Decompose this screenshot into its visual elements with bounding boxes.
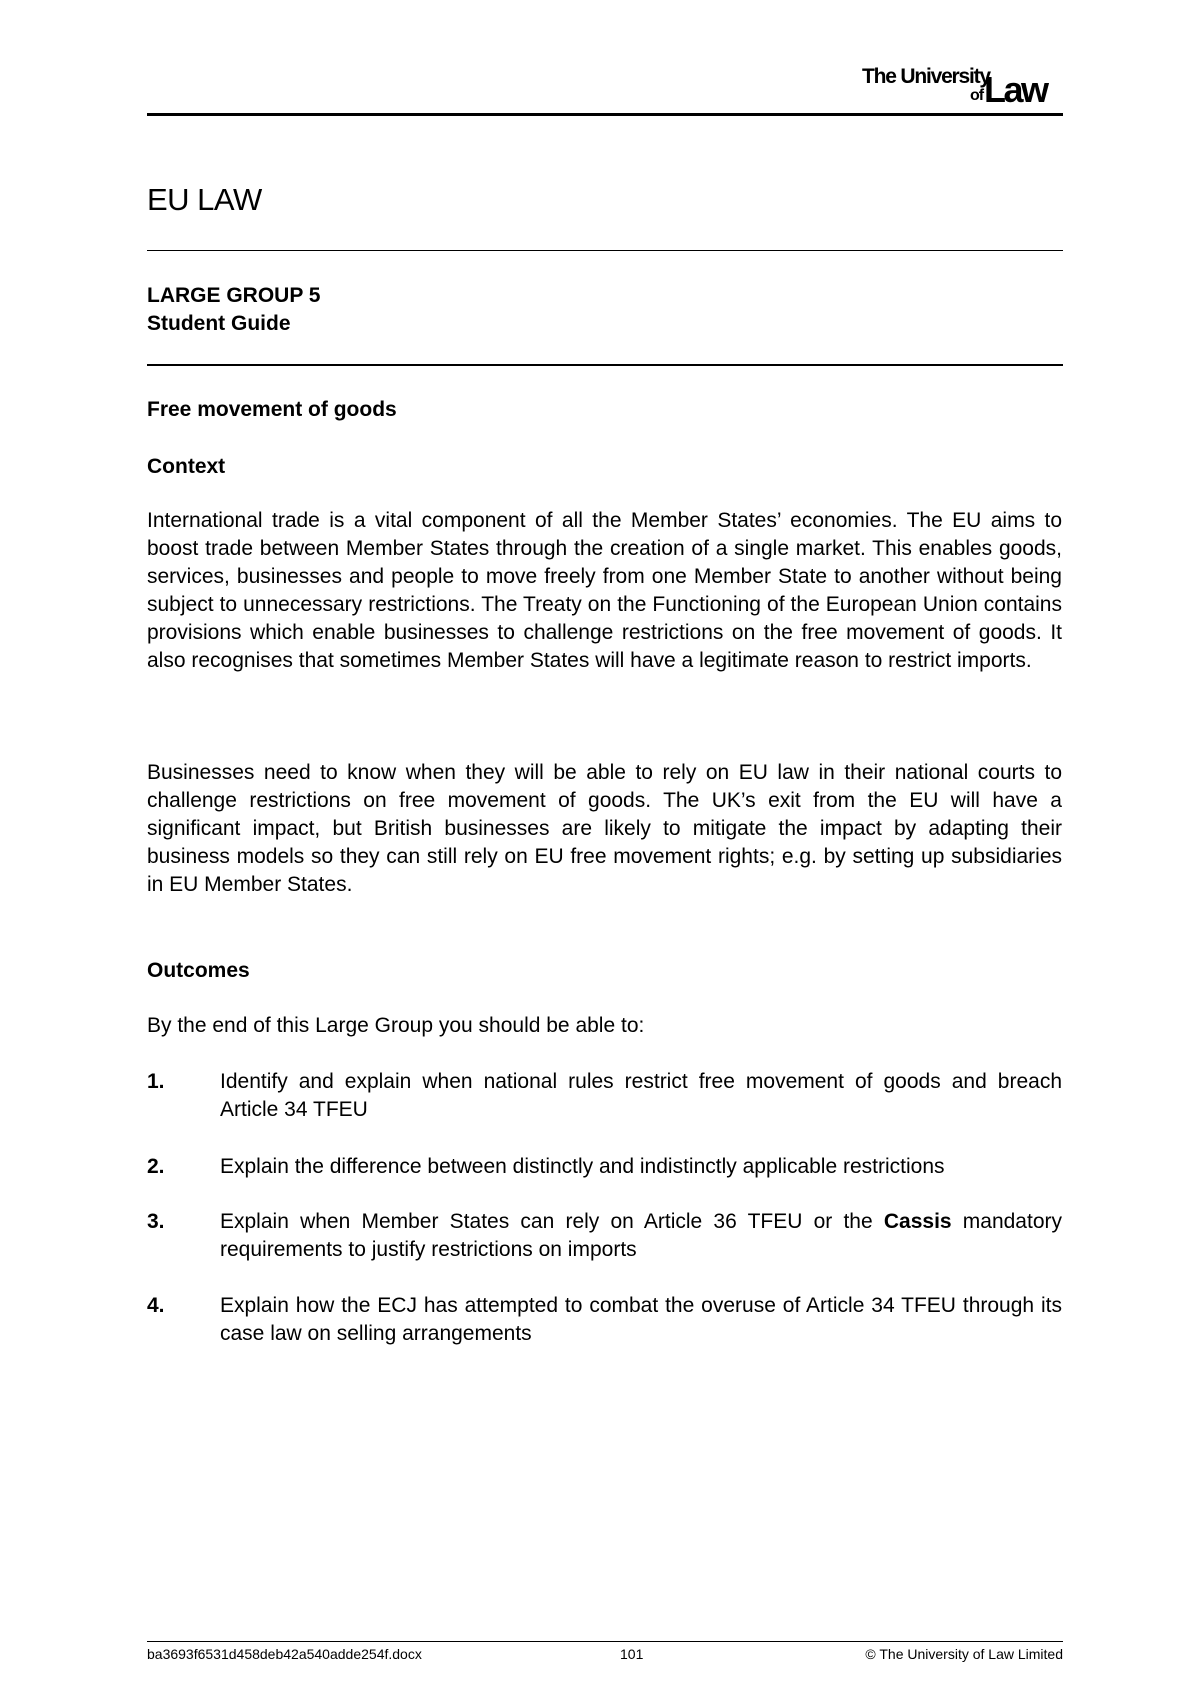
logo-line-1: The University [862,65,990,88]
cassis-emphasis: Cassis [883,1210,952,1233]
context-paragraph-2: Businesses need to know when they will be able to rely on EU law in their national courts to challenge restrictions on free movement of goods. The UK’s exit from the EU will have a significant impact, but British businesses are likely to mitigate the impact by adapting their business models so they can still rely on EU free movement rights; e.g. by setting up subsidiaries in EU Member States. [147,761,1062,896]
outcomes-intro: By the end of this Large Group you should be able to: [147,1014,645,1037]
large-group-heading: LARGE GROUP 5 [147,284,321,307]
outcome-number: 2. [147,1155,165,1178]
subheading-rule [147,364,1063,366]
outcome-text [220,1208,1062,1264]
outcome-number: 4. [147,1294,165,1317]
header-rule [147,113,1063,116]
outcome-number: 3. [147,1210,165,1233]
footer-copyright: © The University of Law Limited [865,1646,1063,1662]
document-title: EU LAW [147,182,262,217]
outcome-text-part: Explain when Member States can rely on Article 36 TFEU or the [220,1210,884,1233]
title-rule [147,250,1063,251]
outcome-text: Explain the difference between distinctly and indistinctly applicable restrictions [220,1155,945,1178]
footer-page-number: 101 [620,1646,644,1662]
footer-filename: ba3693f6531d458deb42a540adde254f.docx [147,1646,422,1662]
university-of-law-logo [862,64,1062,110]
context-paragraph-1: International trade is a vital component of all the Member States’ economies. The EU aims to boost trade between Member States through the creation of a single market. This enables goods, services, businesses and people to move freely from one Member State to another without being subject to unnecessary restrictions. The Treaty on the Functioning of the European Union contains provisions which enable businesses to challenge restrictions on the free movement of goods. It also recognises that sometimes Member States will have a legitimate reason to restrict imports. [147,509,1062,672]
outcome-text: Identify and explain when national rules restrict free movement of goods and breach Article 34 TFEU [220,1070,1062,1121]
outcome-number: 1. [147,1070,165,1093]
context-heading: Context [147,455,226,478]
footer-rule [147,1641,1063,1642]
outcome-text-part: mandatory requirements to justify restrictions on imports [220,1210,1062,1261]
outcome-text: Explain how the ECJ has attempted to combat the overuse of Article 34 TFEU through its case law on selling arrangements [220,1294,1062,1345]
topic-heading: Free movement of goods [147,398,397,421]
logo-line-2: of [970,87,984,104]
student-guide-heading: Student Guide [147,312,291,335]
logo-line-3: Law [984,69,1047,110]
outcomes-heading: Outcomes [147,959,250,982]
